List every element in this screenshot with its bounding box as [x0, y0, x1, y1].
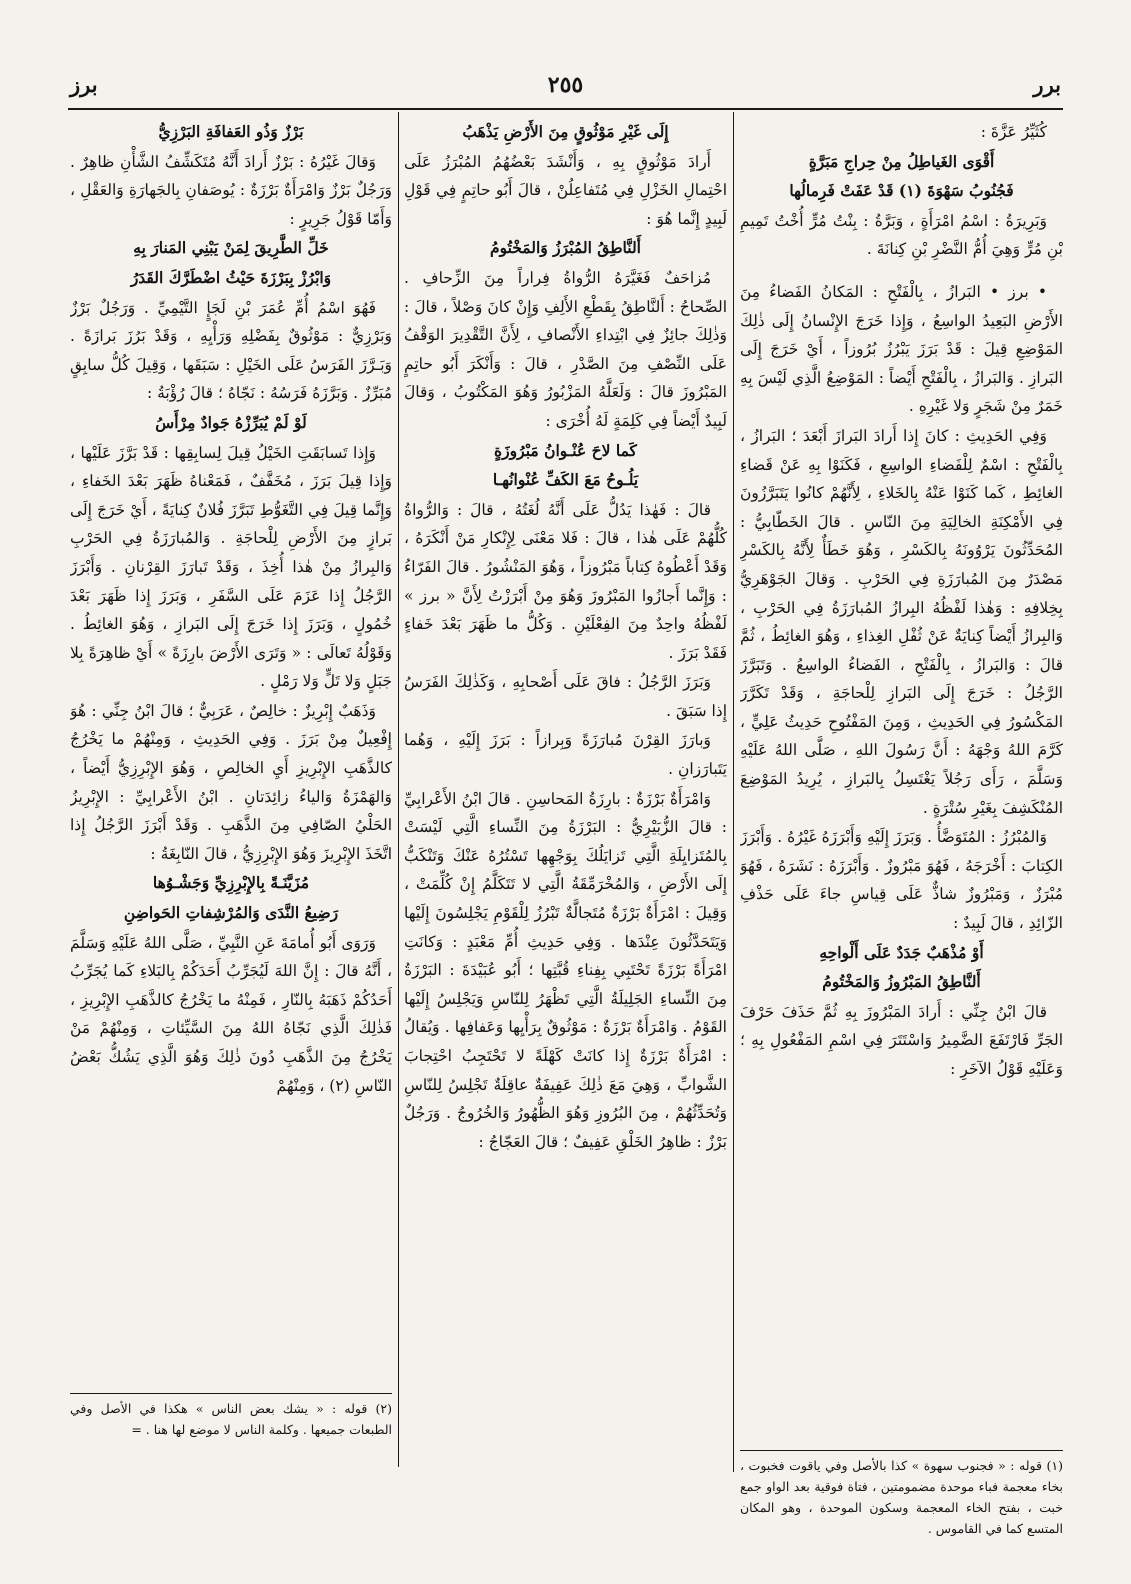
text-paragraph: وَالمُبْرُزُ : المُتَوَضَّأُ . وَبَرَزَ إِلَيْهِ وَأَبْرَزَهُ غَيْرُهُ . وَأَبْرَزَ الكِتابَ : أَخْرَجَهُ ، فَهُوَ مَبْرُوزٌ . وَأَبْرَزَهُ : نَشَرَهُ ، فَهُوَ مُبْرَزٌ ، وَمَبْرُوزٌ شاذٌّ عَلَى قِياسِ جاءَ عَلَى حَذْفِ الزّائِدِ ، قالَ لَبِيدٌ :	[740, 828, 1063, 933]
page-number: ٢٥٥	[547, 72, 584, 98]
verse-line: لَوْ لَمْ يُبَرِّزْهُ جَوادٌ مِرْأَسُ	[155, 412, 307, 432]
verse-line: أَلنَّاطِقُ المَبْرُوزُ وَالمَخْتُومُ	[822, 972, 981, 992]
text-paragraph: فَهُوَ اسْمُ أُمِّ عُمَرَ بْنِ لَجَإٍ التَّيْمِيِّ . وَرَجُلٌ بَرْزٌ وَبَرْزِيٌّ : مَوْثُوقٌ بِفَضْلِهِ وَرَأْيِهِ ، وَقَدْ بَرُزَ بَرازَةً . وَبَـرَّزَ الفَرَسُ عَلَى الخَيْلِ : سَبَقَها ، وَقِيلَ كُلُّ سابِقٍ مُبَرِّزٌ . وَبَرَّزَهُ فَرَسُهُ : نَجّاهُ ؛ قالَ رُؤْبَةُ :	[70, 298, 392, 403]
verse-line: مُزَيَّنَـةً بِالإِبْرِزِيِّ وَجَشْـوُها	[152, 873, 310, 893]
footnote-left: (٢) قوله : « يشك بعض الناس » هكذا في الأصل وفي الطبعات جميعها . وكلمة الناس لا موضع لها هنا . =	[70, 1401, 392, 1437]
verse-line: رَضِيعُ النَّدَى وَالمُرْشِفاتِ الحَواضِنِ	[123, 903, 339, 923]
verse-line: أَلنَّاطِقُ المُبْرَزُ وَالمَخْتُومُ	[490, 238, 641, 258]
header-root-left: برز	[70, 72, 98, 97]
left-column	[70, 118, 392, 1388]
verse-line: خَلِّ الطَّرِيقَ لِمَنْ يَبْنِي المَنارَ بِهِ	[133, 238, 329, 258]
footnote-rule	[70, 1393, 392, 1394]
text-paragraph: وَبَرَزَ الرَّجُلُ : فاقَ عَلَى أَصْحابِهِ ، وَكَذٰلِكَ الفَرَسُ إِذا سَبَقَ .	[404, 673, 727, 720]
verse-line: يَلُـوحُ مَعَ الكَفِّ عُنْوانُهـا	[492, 470, 639, 490]
verse-line: كَما لاحَ عُنْـوانُ مَبْرُوزَةٍ	[494, 440, 637, 460]
column-divider	[398, 112, 399, 1467]
entry-heading-paragraph: • برز • البَرازُ ، بِالْفَتْحِ : المَكانُ الفَضاءُ مِنَ الأَرْضِ البَعِيدُ الواسِعُ ، وَإِذا خَرَجَ الإِنْسانُ إِلَى ذٰلِكَ المَوْضِعِ قِيلَ : قَدْ بَرَزَ يَبْرُزُ بُرُوزاً ، أَيْ خَرَجَ إِلَى البَرازِ . وَالبَرازُ ، بِالْفَتْحِ أَيْضاً : المَوْضِعُ الَّذِي لَيْسَ بِهِ خَمَرٌ مِنْ شَجَرٍ وَلا غَيْرِهِ .	[740, 282, 1063, 416]
verse-line: فَجُنُوبُ سَهْوَةَ (١) قَدْ عَفَتْ فَرِمالُها	[789, 181, 1014, 201]
header-root-right: برر	[1033, 72, 1061, 97]
verse-line: بَرْزٌ وَذُو العَفافَةِ البَرْزِيُّ	[158, 122, 304, 141]
footnote-right: (١) قوله : « فجنوب سهوة » كذا بالأصل وفي ياقوت فخبوت ، بخاء معجمة فباء موحدة مضمومتين ، فتاة فوقية بعد الواو جمع خبت ، بفتح الخاء المعجمة وسكون الموحدة ، وهو المكان المتسع كما في القاموس .	[740, 1458, 1063, 1536]
text-paragraph: وَرَوَى أَبُو أُمامَةَ عَنِ النَّبِيِّ ، صَلَّى اللهُ عَلَيْهِ وَسَلَّمَ ، أَنَّهُ قالَ : إِنَّ اللهَ لَيُجَرِّبُ أَحَدَكُمْ بِالبَلاءِ كَما يُجَرِّبُ أَحَدُكُمْ ذَهَبَهُ بِالنّارِ ، فَمِنْهُ ما يَخْرُجُ كالذَّهَبِ الإِبْرِيزِ ، فَذٰلِكَ الَّذِي نَجّاهُ اللهُ مِنَ السَّيِّئاتِ ، وَمِنْهُمْ مَنْ يَخْرُجُ مِنَ الذَّهَبِ دُونَ ذٰلِكَ وَهُوَ الَّذِي يَشُكُّ بَعْضُ النّاسِ (٢) ، وَمِنْهُمْ	[70, 933, 392, 1095]
text-paragraph: وَإِذا تَسابَقَتِ الخَيْلُ قِيلَ لِسابِقِها : قَدْ بَرَّزَ عَلَيْها ، وَإِذا قِيلَ بَرَزَ ، مُخَفَّفٌ ، فَمَعْناهُ ظَهَرَ بَعْدَ الخَفاءِ ، وَإِنَّما قِيلَ فِي التَّغَوُّطِ تَبَرَّزَ فُلانٌ كِنايَةً ، أَيْ خَرَجَ إِلَى بَرازٍ مِنَ الأَرْضِ لِلْحاجَةِ . وَالمُبارَزَةُ فِي الحَرْبِ وَالبِرازُ مِنْ هٰذا أُخِذَ ، وَقَدْ تَبارَزَ القِرْنانِ . وَأَبْرَزَ الرَّجُلُ إِذا عَزَمَ عَلَى السَّفَرِ ، وَبَرَزَ إِذا ظَهَرَ بَعْدَ خُمُولٍ ، وَبَرَزَ إِذا خَرَجَ إِلَى البَرازِ ، وَهُوَ الغائِطُ . وَقَوْلُهُ تَعالَى : « وَتَرَى الأَرْضَ بارِزَةً » أَيْ ظاهِرَةً بِلا جَبَلٍ وَلا تَلٍّ وَلا رَمْلٍ .	[70, 443, 392, 691]
verse-line: أَوْ مُذْهَبٌ جَدَدٌ عَلَى أَلْواحِهِ	[819, 942, 984, 962]
text-paragraph: وَقالَ غَيْرُهُ : بَرْزٌ أَرادَ أَنَّهُ مُتَكَشِّفُ الشَّأْنِ ظاهِرٌ . وَرَجُلٌ بَرْزٌ وَامْرَأَةٌ بَرْزَةٌ : يُوصَفانِ بِالجَهارَةِ وَالعَقْلِ ، وَأَمّا قَوْلُ جَرِيرٍ :	[70, 152, 392, 228]
text-paragraph: وَبَرِيرَةُ : اسْمُ امْرَأَةٍ ، وَبَرَّةُ : بِنْتُ مُرٍّ أُخْتُ تَمِيمِ بْنِ مُرٍّ وَهِيَ أُمُّ النَّضْرِ بْنِ كِنانَةَ .	[740, 211, 1063, 259]
text-paragraph: مُزاحَفٌ فَغَيَّرَهُ الرُّواةُ فِراراً مِنَ الزِّحافِ . الصِّحاحُ : أَلنَّاطِقُ بِقَطْعِ الأَلِفِ وَإِنْ كانَ وَصْلاً ، قالَ : وَذٰلِكَ جائِزٌ فِي ابْتِداءِ الأَنْصافِ ، لِأَنَّ التَّقْدِيرَ الوَقْفُ عَلَى النِّصْفِ مِنَ الصَّدْرِ ، قالَ : وَأَنْكَرَ أَبُو حاتِمٍ المَبْرُوزَ قالَ : وَلَعَلَّهُ المَزْبُورُ وَهُوَ المَكْتُوبُ ، وَقالَ لَبِيدٌ أَيْضاً فِي كَلِمَةٍ لَهُ أُخْرَى :	[404, 268, 727, 430]
verse-line: وَابْرُزْ بِبَرْزَةَ حَيْثُ اضْطَرَّكَ القَدَرُ	[130, 267, 332, 287]
text-paragraph: قالَ : فَهٰذا يَدُلُّ عَلَى أَنَّهُ لُغَتُهُ ، قالَ : وَالرُّواةُ كُلُّهُمْ عَلَى هٰذا ، قالَ : فَلا مَعْنَى لِإِنْكارِ مَنْ أَنْكَرَهُ ، وَقَدْ أَعْطُوهُ كِتاباً مَبْرُوزاً ، وَهُوَ المَنْشُورُ . قالَ الفَرّاءُ : وَإِنَّما أَجازُوا المَبْرُوزَ وَهُوَ مِنْ أَبْرَزْتُ لِأَنَّ « برز » لَفْظُهُ واحِدٌ مِنَ الفِعْلَيْنِ . وَكُلُّ ما ظَهَرَ بَعْدَ خَفاءٍ فَقَدْ بَرَزَ .	[404, 500, 727, 662]
column-divider	[733, 112, 734, 1472]
header-rule	[68, 108, 1063, 110]
text-paragraph: وَامْرَأَةٌ بَرْزَةٌ : بارِزَةُ المَحاسِنِ . قالَ ابْنُ الأَعْرابِيِّ : قالَ الزُّبَيْرِيُّ : البَرْزَةُ مِنَ النِّساءِ الَّتِي لَيْسَتْ بِالمُتَزايِلَةِ الَّتِي تَزايَلُكَ بِوَجْهِها تَسْتُرُهُ عَنْكَ وَتَنْكَبُّ إِلَى الأَرْضِ ، وَالمُخْرَمِّقَةُ الَّتِي لا تَتَكَلَّمُ إِنْ كُلِّمَتْ ، وَقِيلَ : امْرَأَةٌ بَرْزَةٌ مُتَجالَّةٌ تَبْرُزُ لِلْقَوْمِ يَجْلِسُونَ إِلَيْها وَيَتَحَدَّثُونَ عِنْدَها . وَفِي حَدِيثِ أُمِّ مَعْبَدٍ : وَكانَتِ امْرَأَةً بَرْزَةً تَحْتَبِي بِفِناءِ قُبَّتِها ؛ أَبُو عُبَيْدَةَ : البَرْزَةُ مِنَ النِّساءِ الجَلِيلَةُ الَّتِي تَظْهَرُ لِلنّاسِ وَيَجْلِسُ إِلَيْها القَوْمُ . وَامْرَأَةٌ بَرْزَةٌ : مَوْثُوقٌ بِرَأْيِها وَعَفافِها . وَيُقالُ : امْرَأَةٌ بَرْزَةٌ إِذا كانَتْ كَهْلَةً لا تَحْتَجِبُ احْتِجابَ الشَّوابِّ ، وَهِيَ مَعَ ذٰلِكَ عَفِيفَةٌ عاقِلَةٌ تَجْلِسُ لِلنّاسِ وَتُحَدِّثُهُمْ ، مِنَ البُرُوزِ وَهُوَ الظُّهُورُ وَالخُرُوجُ . وَرَجُلٌ بَرْزٌ : ظاهِرُ الخَلْقِ عَفِيفٌ ؛ قالَ العَجّاجُ :	[404, 789, 727, 1151]
text-paragraph: كُثَيِّرُ عَزَّةَ :	[980, 123, 1047, 141]
text-paragraph: وَفِي الحَدِيثِ : كانَ إِذا أَرادَ البَرازَ أَبْعَدَ ؛ البَرازُ ، بِالْفَتْحِ : اسْمٌ لِلْفَضاءِ الواسِعِ ، فَكَنَوْا بِهِ عَنْ قَضاءِ الغائِطِ ، كَما كَنَوْا عَنْهُ بِالخَلاءِ ، لِأَنَّهُمْ كانُوا يَتَبَرَّزُونَ فِي الأَمْكِنَةِ الخالِيَةِ مِنَ النّاسِ . قالَ الخَطّابِيُّ : المُحَدِّثُونَ يَرْوُونَهُ بِالكَسْرِ ، وَهُوَ خَطَأٌ لِأَنَّهُ بِالكَسْرِ مَصْدَرٌ مِنَ المُبارَزَةِ فِي الحَرْبِ . وَقالَ الجَوْهَرِيُّ بِخِلافِهِ : وَهٰذا لَفْظُهُ البِرازُ المُبارَزَةُ فِي الحَرْبِ ، وَالبِرازُ أَيْضاً كِنايَةٌ عَنْ ثُفْلِ الغِذاءِ ، وَهُوَ الغائِطُ ، ثُمَّ قالَ : وَالبَرازُ ، بِالْفَتْحِ ، الفَضاءُ الواسِعُ . وَتَبَرَّزَ الرَّجُلُ : خَرَجَ إِلَى البَرازِ لِلْحاجَةِ ، وَقَدْ تَكَرَّرَ المَكْسُورُ فِي الحَدِيثِ ، وَمِنَ المَفْتُوحِ حَدِيثُ عَلِيٍّ ، كَرَّمَ اللهُ وَجْهَهُ : أَنَّ رَسُولَ اللهِ ، صَلَّى اللهُ عَلَيْهِ وَسَلَّمَ ، رَأَى رَجُلاً يَغْتَسِلُ بِالبَرازِ ، يُرِيدُ المَوْضِعَ المُنْكَشِفَ بِغَيْرِ سُتْرَةٍ .	[740, 426, 1063, 817]
page-header	[70, 72, 1061, 112]
verse-line: إِلَى غَيْرِ مَوْثُوقٍ مِنَ الأَرْضِ يَذْهَبُ	[462, 122, 669, 141]
text-paragraph: وَذَهَبٌ إِبْرِيزٌ : خالِصٌ ، عَرَبِيٌّ ؛ قالَ ابْنُ جِنِّي : هُوَ إِفْعِيلٌ مِنْ بَرَزَ . وَفِي الحَدِيثِ ، وَمِنْهُمْ ما يَخْرُجُ كالذَّهَبِ الإِبْرِيزِ أَيِ الخالِصِ ، وَهُوَ الإِبْرِزِيُّ أَيْضاً ، وَالهَمْزَةُ وَالياءُ زائِدَتانِ . ابْنُ الأَعْرابِيِّ : الإِبْرِيزُ الحَلْيُ الصّافِي مِنَ الذَّهَبِ . وَقَدْ أَبْرَزَ الرَّجُلُ إِذا اتَّخَذَ الإِبْرِيزَ وَهُوَ الإِبْرِزِيُّ ، قالَ النّابِغَةُ :	[70, 701, 392, 863]
text-paragraph: وَبارَزَ القِرْنَ مُبارَزَةً وَبِرازاً : بَرَزَ إِلَيْهِ ، وَهُما يَتَبارَزانِ .	[404, 731, 727, 779]
middle-column	[404, 118, 727, 1473]
footnote-rule	[740, 1450, 1063, 1451]
right-column	[740, 118, 1063, 1478]
text-paragraph: أَرادَ مَوْثُوقٍ بِهِ ، وَأَنْشَدَ بَعْضُهُمُ المُبْرَزُ عَلَى احْتِمالِ الخَزْلِ فِي مُتَفاعِلُنْ ، قالَ أَبُو حاتِمٍ فِي قَوْلِ لَبِيدٍ إِنَّما هُوَ :	[404, 152, 727, 228]
text-paragraph: قالَ ابْنُ جِنِّي : أَرادَ المَبْرُوزَ بِهِ ثُمَّ حَذَفَ حَرْفَ الجَرِّ فَارْتَفَعَ الضَّمِيرُ وَاسْتَتَرَ فِي اسْمِ المَفْعُولِ بِهِ ؛ وَعَلَيْهِ قَوْلُ الآخَرِ :	[740, 1002, 1063, 1078]
verse-line: أَقْوَى الغَياطِلُ مِنْ حِراجِ مَبَرَّةٍ	[808, 151, 995, 171]
